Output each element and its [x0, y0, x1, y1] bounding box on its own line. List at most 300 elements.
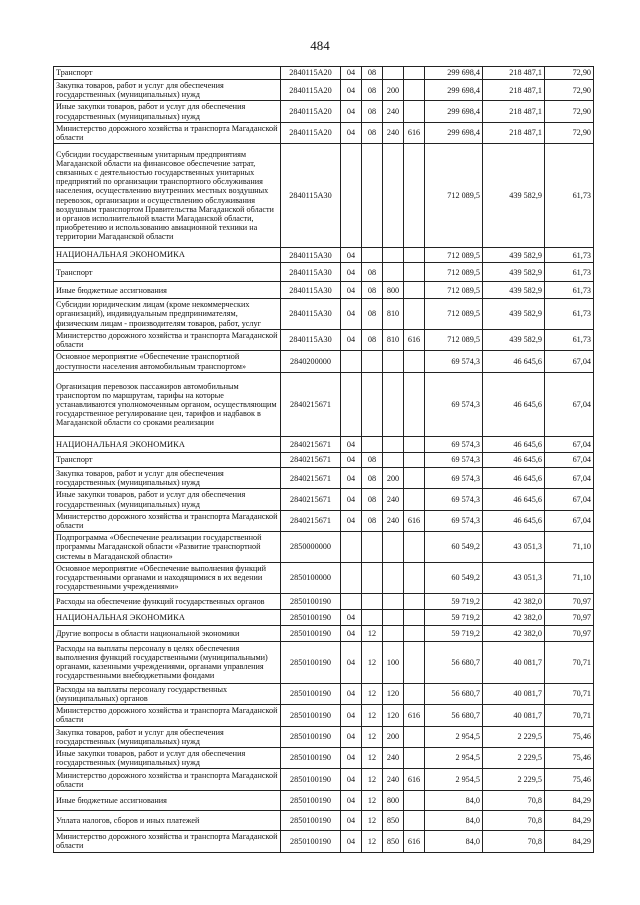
ministry-code: 616 [404, 769, 425, 791]
section-code: 04 [341, 468, 362, 489]
page-number: 484 [310, 38, 330, 53]
execution-percent: 61,73 [545, 263, 594, 282]
section-code: 04 [341, 641, 362, 683]
target-code: 2840115А30 [281, 329, 341, 350]
actual-amount: 439 582,9 [483, 144, 545, 248]
row-name: Другие вопросы в области национальной экономики [54, 625, 281, 641]
subsection-code: 08 [362, 67, 383, 80]
subsection-code: 08 [362, 299, 383, 330]
table-row [54, 453, 594, 468]
ministry-code: 616 [404, 329, 425, 350]
budget-table-body [54, 67, 594, 853]
table-row [54, 144, 594, 248]
planned-amount: 2 954,5 [425, 769, 483, 791]
ministry-code [404, 437, 425, 453]
actual-amount: 43 051,3 [483, 532, 545, 563]
target-code: 2840115А20 [281, 122, 341, 143]
section-code: 04 [341, 248, 362, 263]
table-row [54, 625, 594, 641]
section-code: 04 [341, 453, 362, 468]
row-name: НАЦИОНАЛЬНАЯ ЭКОНОМИКА [54, 609, 281, 625]
expense-type-code [383, 373, 404, 437]
row-name: Министерство дорожного хозяйства и транспорта Магаданской области [54, 831, 281, 852]
target-code: 2840115А30 [281, 282, 341, 299]
subsection-code: 12 [362, 641, 383, 683]
actual-amount: 42 382,0 [483, 625, 545, 641]
planned-amount: 59 719,2 [425, 593, 483, 609]
ministry-code [404, 811, 425, 831]
expense-type-code: 240 [383, 510, 404, 531]
actual-amount: 2 229,5 [483, 769, 545, 791]
ministry-code [404, 299, 425, 330]
subsection-code: 12 [362, 769, 383, 791]
expense-type-code [383, 609, 404, 625]
ministry-code [404, 593, 425, 609]
subsection-code: 08 [362, 453, 383, 468]
execution-percent: 84,29 [545, 811, 594, 831]
planned-amount: 69 574,3 [425, 468, 483, 489]
target-code: 2840200000 [281, 351, 341, 373]
ministry-code [404, 373, 425, 437]
actual-amount: 46 645,6 [483, 468, 545, 489]
execution-percent: 72,90 [545, 101, 594, 122]
row-name: Субсидии юридическим лицам (кроме некоммерческих организаций), индивидуальным предпринимателям, физическим лицам - производителям товаров, работ, услуг [54, 299, 281, 330]
row-name: Иные закупки товаров, работ и услуг для обеспечения государственных (муниципальных) нужд [54, 101, 281, 122]
table-row [54, 263, 594, 282]
section-code: 04 [341, 831, 362, 852]
planned-amount: 299 698,4 [425, 80, 483, 101]
section-code: 04 [341, 80, 362, 101]
table-row [54, 122, 594, 143]
table-row [54, 329, 594, 350]
subsection-code: 12 [362, 747, 383, 768]
section-code: 04 [341, 67, 362, 80]
expense-type-code: 200 [383, 80, 404, 101]
row-name: Министерство дорожного хозяйства и транспорта Магаданской области [54, 329, 281, 350]
table-row [54, 683, 594, 704]
expense-type-code: 240 [383, 769, 404, 791]
table-row [54, 248, 594, 263]
target-code: 2850100190 [281, 641, 341, 683]
table-row [54, 791, 594, 811]
ministry-code: 616 [404, 705, 425, 726]
planned-amount: 69 574,3 [425, 453, 483, 468]
subsection-code: 12 [362, 726, 383, 747]
target-code: 2850100190 [281, 769, 341, 791]
subsection-code [362, 248, 383, 263]
subsection-code: 08 [362, 122, 383, 143]
section-code: 04 [341, 329, 362, 350]
ministry-code: 616 [404, 831, 425, 852]
row-name: Закупка товаров, работ и услуг для обеспечения государственных (муниципальных) нужд [54, 726, 281, 747]
planned-amount: 69 574,3 [425, 489, 483, 510]
ministry-code [404, 562, 425, 593]
ministry-code [404, 532, 425, 563]
execution-percent: 61,73 [545, 329, 594, 350]
target-code: 2850100190 [281, 705, 341, 726]
table-row [54, 726, 594, 747]
table-row [54, 67, 594, 80]
row-name: Транспорт [54, 453, 281, 468]
expense-type-code: 240 [383, 122, 404, 143]
section-code [341, 593, 362, 609]
execution-percent: 61,73 [545, 282, 594, 299]
target-code: 2840215671 [281, 437, 341, 453]
actual-amount: 70,8 [483, 831, 545, 852]
table-row [54, 831, 594, 852]
section-code: 04 [341, 769, 362, 791]
row-name: НАЦИОНАЛЬНАЯ ЭКОНОМИКА [54, 437, 281, 453]
target-code: 2850100190 [281, 831, 341, 852]
actual-amount: 43 051,3 [483, 562, 545, 593]
row-name: Уплата налогов, сборов и иных платежей [54, 811, 281, 831]
actual-amount: 70,8 [483, 791, 545, 811]
execution-percent: 72,90 [545, 67, 594, 80]
table-row [54, 489, 594, 510]
table-row [54, 373, 594, 437]
execution-percent: 70,97 [545, 593, 594, 609]
ministry-code [404, 101, 425, 122]
execution-percent: 70,71 [545, 705, 594, 726]
subsection-code: 08 [362, 468, 383, 489]
ministry-code [404, 468, 425, 489]
expense-type-code [383, 453, 404, 468]
execution-percent: 67,04 [545, 373, 594, 437]
target-code: 2840115А20 [281, 101, 341, 122]
planned-amount: 84,0 [425, 791, 483, 811]
target-code: 2840115А30 [281, 144, 341, 248]
actual-amount: 70,8 [483, 811, 545, 831]
execution-percent: 72,90 [545, 80, 594, 101]
table-row [54, 641, 594, 683]
planned-amount: 60 549,2 [425, 532, 483, 563]
planned-amount: 56 680,7 [425, 641, 483, 683]
expense-type-code [383, 593, 404, 609]
table-row [54, 299, 594, 330]
subsection-code [362, 144, 383, 248]
subsection-code: 12 [362, 683, 383, 704]
execution-percent: 75,46 [545, 769, 594, 791]
execution-percent: 75,46 [545, 726, 594, 747]
planned-amount: 69 574,3 [425, 351, 483, 373]
table-row [54, 769, 594, 791]
expense-type-code: 240 [383, 747, 404, 768]
target-code: 2840215671 [281, 510, 341, 531]
ministry-code [404, 144, 425, 248]
target-code: 2850100190 [281, 609, 341, 625]
subsection-code: 12 [362, 791, 383, 811]
ministry-code [404, 747, 425, 768]
ministry-code [404, 351, 425, 373]
execution-percent: 67,04 [545, 510, 594, 531]
target-code: 2840115А20 [281, 67, 341, 80]
execution-percent: 70,71 [545, 683, 594, 704]
planned-amount: 2 954,5 [425, 726, 483, 747]
section-code: 04 [341, 625, 362, 641]
subsection-code: 12 [362, 625, 383, 641]
actual-amount: 218 487,1 [483, 67, 545, 80]
execution-percent: 84,29 [545, 831, 594, 852]
expense-type-code [383, 67, 404, 80]
actual-amount: 40 081,7 [483, 641, 545, 683]
row-name: Расходы на выплаты персоналу в целях обеспечения выполнения функций государственными (муниципальными) органами, казенными учреждениями, органами управления государственными внебюджетными фондами [54, 641, 281, 683]
table-row [54, 468, 594, 489]
planned-amount: 2 954,5 [425, 747, 483, 768]
ministry-code [404, 263, 425, 282]
execution-percent: 61,73 [545, 144, 594, 248]
section-code: 04 [341, 811, 362, 831]
subsection-code [362, 532, 383, 563]
expense-type-code: 810 [383, 329, 404, 350]
actual-amount: 46 645,6 [483, 489, 545, 510]
expense-type-code: 200 [383, 468, 404, 489]
expense-type-code: 850 [383, 831, 404, 852]
subsection-code: 08 [362, 329, 383, 350]
subsection-code: 12 [362, 831, 383, 852]
target-code: 2840115А30 [281, 299, 341, 330]
ministry-code [404, 282, 425, 299]
planned-amount: 69 574,3 [425, 510, 483, 531]
target-code: 2850100190 [281, 791, 341, 811]
ministry-code [404, 67, 425, 80]
target-code: 2850100190 [281, 811, 341, 831]
table-row [54, 747, 594, 768]
planned-amount: 84,0 [425, 831, 483, 852]
target-code: 2850000000 [281, 532, 341, 563]
subsection-code: 08 [362, 282, 383, 299]
section-code: 04 [341, 282, 362, 299]
section-code: 04 [341, 489, 362, 510]
execution-percent: 61,73 [545, 248, 594, 263]
planned-amount: 712 089,5 [425, 248, 483, 263]
table-row [54, 101, 594, 122]
row-name: Организация перевозок пассажиров автомобильным транспортом по маршрутам, тарифы на которые устанавливаются уполномоченным органом, осуществляющим государственное регулирование цен, тарифов и надбавок в Магаданской области со сроками реализации [54, 373, 281, 437]
section-code [341, 562, 362, 593]
expense-type-code [383, 144, 404, 248]
actual-amount: 46 645,6 [483, 373, 545, 437]
subsection-code: 08 [362, 263, 383, 282]
target-code: 2840115А20 [281, 80, 341, 101]
row-name: Министерство дорожного хозяйства и транспорта Магаданской области [54, 769, 281, 791]
planned-amount: 712 089,5 [425, 144, 483, 248]
planned-amount: 712 089,5 [425, 263, 483, 282]
ministry-code [404, 726, 425, 747]
expense-type-code: 800 [383, 282, 404, 299]
expense-type-code [383, 625, 404, 641]
subsection-code: 08 [362, 489, 383, 510]
row-name: Закупка товаров, работ и услуг для обеспечения государственных (муниципальных) нужд [54, 468, 281, 489]
row-name: Транспорт [54, 263, 281, 282]
row-name: Министерство дорожного хозяйства и транспорта Магаданской области [54, 705, 281, 726]
planned-amount: 299 698,4 [425, 122, 483, 143]
expense-type-code: 240 [383, 101, 404, 122]
target-code: 2840215671 [281, 453, 341, 468]
subsection-code: 12 [362, 811, 383, 831]
row-name: Субсидии государственным унитарным предприятиям Магаданской области на финансовое обеспечение затрат, связанных с деятельностью государственных унитарных предприятий по организации транспортного обслуживания населения, осуществлению внутренних местных воздушных перевозок, организации и осуществлению обслуживания воздушным транспортом Правительства Магаданской области и органов исполнительной власти Магаданской области, приобретению и использованию авиационной техники на территории Магаданской области [54, 144, 281, 248]
execution-percent: 70,97 [545, 625, 594, 641]
expense-type-code [383, 263, 404, 282]
expense-type-code: 810 [383, 299, 404, 330]
expense-type-code [383, 437, 404, 453]
target-code: 2850100190 [281, 593, 341, 609]
planned-amount: 69 574,3 [425, 437, 483, 453]
execution-percent: 75,46 [545, 747, 594, 768]
section-code: 04 [341, 726, 362, 747]
ministry-code: 616 [404, 122, 425, 143]
target-code: 2850100000 [281, 562, 341, 593]
expense-type-code [383, 562, 404, 593]
table-row [54, 811, 594, 831]
subsection-code [362, 609, 383, 625]
section-code: 04 [341, 683, 362, 704]
subsection-code [362, 373, 383, 437]
actual-amount: 439 582,9 [483, 263, 545, 282]
ministry-code [404, 641, 425, 683]
planned-amount: 60 549,2 [425, 562, 483, 593]
row-name: Расходы на выплаты персоналу государственных (муниципальных) органов [54, 683, 281, 704]
ministry-code [404, 609, 425, 625]
expense-type-code [383, 248, 404, 263]
table-row [54, 80, 594, 101]
subsection-code: 08 [362, 80, 383, 101]
section-code: 04 [341, 791, 362, 811]
actual-amount: 42 382,0 [483, 609, 545, 625]
actual-amount: 46 645,6 [483, 351, 545, 373]
execution-percent: 84,29 [545, 791, 594, 811]
expense-type-code: 240 [383, 489, 404, 510]
execution-percent: 71,10 [545, 562, 594, 593]
subsection-code [362, 437, 383, 453]
section-code [341, 351, 362, 373]
actual-amount: 218 487,1 [483, 122, 545, 143]
row-name: Иные бюджетные ассигнования [54, 791, 281, 811]
planned-amount: 59 719,2 [425, 609, 483, 625]
actual-amount: 439 582,9 [483, 282, 545, 299]
execution-percent: 71,10 [545, 532, 594, 563]
section-code: 04 [341, 101, 362, 122]
execution-percent: 67,04 [545, 468, 594, 489]
table-row [54, 593, 594, 609]
table-row [54, 510, 594, 531]
row-name: Основное мероприятие «Обеспечение выполнения функций государственными органами и находящимися в их ведении государственными учреждениями» [54, 562, 281, 593]
section-code: 04 [341, 510, 362, 531]
row-name: Подпрограмма «Обеспечение реализации государственной программы Магаданской области «Развитие транспортной системы в Магаданской области» [54, 532, 281, 563]
row-name: Закупка товаров, работ и услуг для обеспечения государственных (муниципальных) нужд [54, 80, 281, 101]
table-row [54, 437, 594, 453]
section-code: 04 [341, 705, 362, 726]
planned-amount: 712 089,5 [425, 299, 483, 330]
table-row [54, 562, 594, 593]
section-code [341, 532, 362, 563]
actual-amount: 439 582,9 [483, 299, 545, 330]
target-code: 2850100190 [281, 625, 341, 641]
actual-amount: 40 081,7 [483, 705, 545, 726]
planned-amount: 84,0 [425, 811, 483, 831]
ministry-code [404, 453, 425, 468]
actual-amount: 218 487,1 [483, 80, 545, 101]
expense-type-code: 100 [383, 641, 404, 683]
actual-amount: 42 382,0 [483, 593, 545, 609]
actual-amount: 218 487,1 [483, 101, 545, 122]
table-row [54, 351, 594, 373]
section-code: 04 [341, 747, 362, 768]
subsection-code: 12 [362, 705, 383, 726]
target-code: 2840115А30 [281, 248, 341, 263]
subsection-code [362, 562, 383, 593]
section-code [341, 373, 362, 437]
ministry-code: 616 [404, 510, 425, 531]
row-name: Министерство дорожного хозяйства и транспорта Магаданской области [54, 510, 281, 531]
ministry-code [404, 791, 425, 811]
row-name: Иные закупки товаров, работ и услуг для обеспечения государственных (муниципальных) нужд [54, 489, 281, 510]
actual-amount: 2 229,5 [483, 747, 545, 768]
section-code: 04 [341, 299, 362, 330]
target-code: 2850100190 [281, 726, 341, 747]
planned-amount: 56 680,7 [425, 683, 483, 704]
planned-amount: 69 574,3 [425, 373, 483, 437]
expense-type-code: 200 [383, 726, 404, 747]
row-name: НАЦИОНАЛЬНАЯ ЭКОНОМИКА [54, 248, 281, 263]
row-name: Транспорт [54, 67, 281, 80]
planned-amount: 712 089,5 [425, 282, 483, 299]
expense-type-code [383, 351, 404, 373]
table-row [54, 609, 594, 625]
section-code [341, 144, 362, 248]
target-code: 2840215671 [281, 489, 341, 510]
ministry-code [404, 80, 425, 101]
subsection-code [362, 351, 383, 373]
ministry-code [404, 683, 425, 704]
table-row [54, 282, 594, 299]
expense-type-code: 850 [383, 811, 404, 831]
section-code: 04 [341, 609, 362, 625]
section-code: 04 [341, 437, 362, 453]
row-name: Иные закупки товаров, работ и услуг для обеспечения государственных (муниципальных) нужд [54, 747, 281, 768]
actual-amount: 46 645,6 [483, 437, 545, 453]
execution-percent: 67,04 [545, 489, 594, 510]
subsection-code [362, 593, 383, 609]
target-code: 2840215671 [281, 468, 341, 489]
row-name: Расходы на обеспечение функций государственных органов [54, 593, 281, 609]
execution-percent: 67,04 [545, 437, 594, 453]
actual-amount: 46 645,6 [483, 453, 545, 468]
actual-amount: 46 645,6 [483, 510, 545, 531]
row-name: Министерство дорожного хозяйства и транспорта Магаданской области [54, 122, 281, 143]
planned-amount: 712 089,5 [425, 329, 483, 350]
planned-amount: 59 719,2 [425, 625, 483, 641]
execution-percent: 67,04 [545, 351, 594, 373]
execution-percent: 70,97 [545, 609, 594, 625]
row-name: Основное мероприятие «Обеспечение транспортной доступности населения автомобильным транспортом» [54, 351, 281, 373]
planned-amount: 299 698,4 [425, 67, 483, 80]
target-code: 2840115А30 [281, 263, 341, 282]
table-row [54, 705, 594, 726]
target-code: 2850100190 [281, 683, 341, 704]
table-row [54, 532, 594, 563]
ministry-code [404, 248, 425, 263]
ministry-code [404, 489, 425, 510]
expense-type-code: 120 [383, 683, 404, 704]
execution-percent: 67,04 [545, 453, 594, 468]
subsection-code: 08 [362, 101, 383, 122]
actual-amount: 439 582,9 [483, 329, 545, 350]
planned-amount: 56 680,7 [425, 705, 483, 726]
expense-type-code: 120 [383, 705, 404, 726]
execution-percent: 61,73 [545, 299, 594, 330]
budget-table [53, 66, 594, 853]
ministry-code [404, 625, 425, 641]
actual-amount: 439 582,9 [483, 248, 545, 263]
